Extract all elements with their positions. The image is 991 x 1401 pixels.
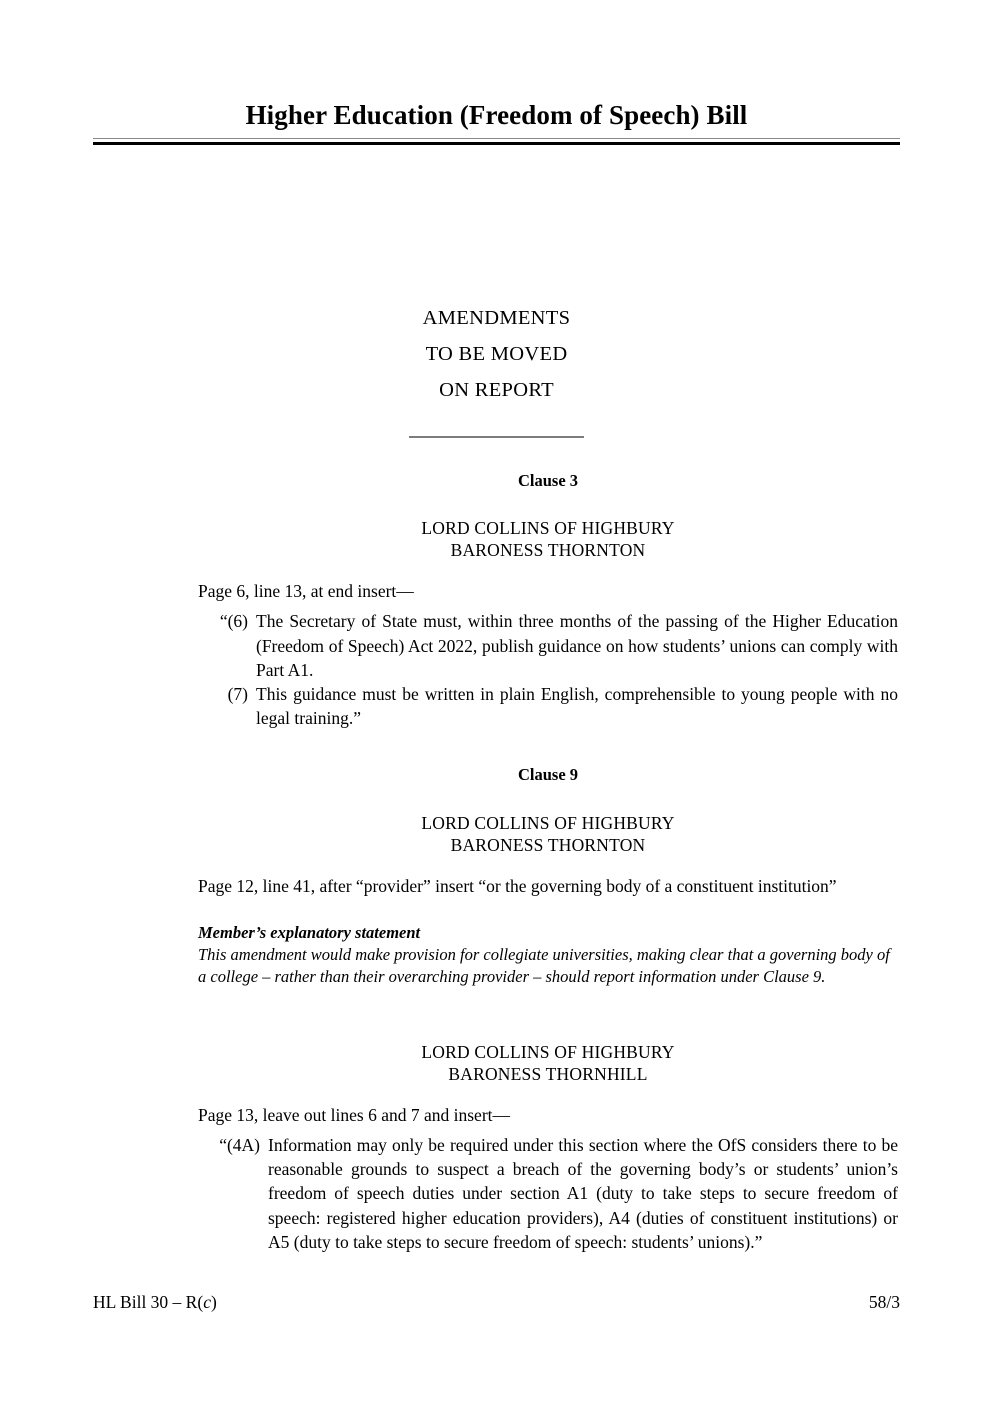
paragraph-marker: (7) bbox=[227, 684, 248, 705]
paragraph-marker: “(6) bbox=[219, 611, 248, 632]
paragraph-text: This guidance must be written in plain English, comprehensible to young people with no legal training.” bbox=[256, 684, 898, 729]
document-body bbox=[198, 470, 898, 1254]
inserted-text-list bbox=[198, 609, 898, 730]
amendment-section-clause-3 bbox=[198, 470, 898, 730]
bill-reference-suffix: ) bbox=[210, 1292, 217, 1312]
inserted-text-list bbox=[198, 1133, 898, 1254]
bill-reference-italic: c bbox=[203, 1292, 211, 1312]
inserted-paragraph bbox=[198, 1133, 898, 1254]
sponsor-list bbox=[198, 517, 898, 561]
amendment-lead-line: Page 12, line 41, after “provider” insert “or the governing body of a constituent institution” bbox=[198, 875, 837, 896]
bill-reference-prefix: HL Bill 30 – R( bbox=[93, 1292, 204, 1312]
paragraph-text: Information may only be required under this section where the OfS considers there to be reasonable grounds to suspect a breach of the governing body’s or students’ union’s freedom of speech duties under section A1 (duty to take steps to secure freedom of speech: registered higher education providers), A4 (duties of constituent institutions) or A5 (duty to take steps to secure freedom of speech: students’ unions).” bbox=[268, 1134, 898, 1252]
heading-line-on-report: ON REPORT bbox=[439, 379, 554, 401]
page-title: Higher Education (Freedom of Speech) Bill bbox=[245, 100, 748, 130]
explanatory-statement-title: Member’s explanatory statement bbox=[198, 922, 421, 942]
inserted-paragraph bbox=[198, 609, 898, 682]
page-number: 58/3 bbox=[868, 1292, 900, 1312]
paragraph-text: The Secretary of State must, within three months of the passing of the Higher Education (Freedom of Speech) Act 2022, publish guidance on how students’ unions can comply with Part A1. bbox=[256, 611, 898, 680]
page-footer bbox=[93, 1292, 900, 1313]
amendment-section-clause-9 bbox=[198, 764, 898, 988]
title-divider bbox=[93, 138, 900, 145]
explanatory-statement-text: This amendment would make provision for collegiate universities, making clear that a governing body of a college – rather than their overarching provider – should report information under Clause 9. bbox=[198, 944, 890, 987]
sponsor-name: BARONESS THORNHILL bbox=[448, 1063, 648, 1084]
amendment-lead-line: Page 13, leave out lines 6 and 7 and insert— bbox=[198, 1104, 511, 1125]
paragraph-marker: “(4A) bbox=[219, 1134, 260, 1155]
heading-line-to-be-moved: TO BE MOVED bbox=[425, 343, 568, 365]
sponsor-name: LORD COLLINS OF HIGHBURY bbox=[421, 1041, 675, 1062]
amendments-heading-block bbox=[93, 300, 900, 438]
sponsor-name: LORD COLLINS OF HIGHBURY bbox=[421, 518, 675, 539]
clause-heading: Clause 9 bbox=[517, 765, 579, 785]
clause-heading: Clause 3 bbox=[517, 471, 579, 490]
heading-line-amendments: AMENDMENTS bbox=[422, 307, 571, 329]
sponsor-name: BARONESS THORNTON bbox=[450, 540, 646, 561]
sponsor-list bbox=[198, 812, 898, 856]
section-spacer bbox=[198, 730, 898, 764]
heading-divider bbox=[409, 436, 584, 438]
explanatory-statement bbox=[198, 922, 898, 989]
amendment-lead-line: Page 6, line 13, at end insert— bbox=[198, 581, 414, 602]
amendment-section-clause-9-second bbox=[198, 1041, 898, 1254]
inserted-paragraph bbox=[198, 682, 898, 730]
bill-reference bbox=[93, 1292, 217, 1313]
title-block bbox=[93, 100, 900, 145]
sponsor-name: LORD COLLINS OF HIGHBURY bbox=[421, 812, 675, 833]
sponsor-list bbox=[198, 1041, 898, 1085]
sponsor-name: BARONESS THORNTON bbox=[450, 834, 646, 855]
section-spacer bbox=[198, 989, 898, 1015]
